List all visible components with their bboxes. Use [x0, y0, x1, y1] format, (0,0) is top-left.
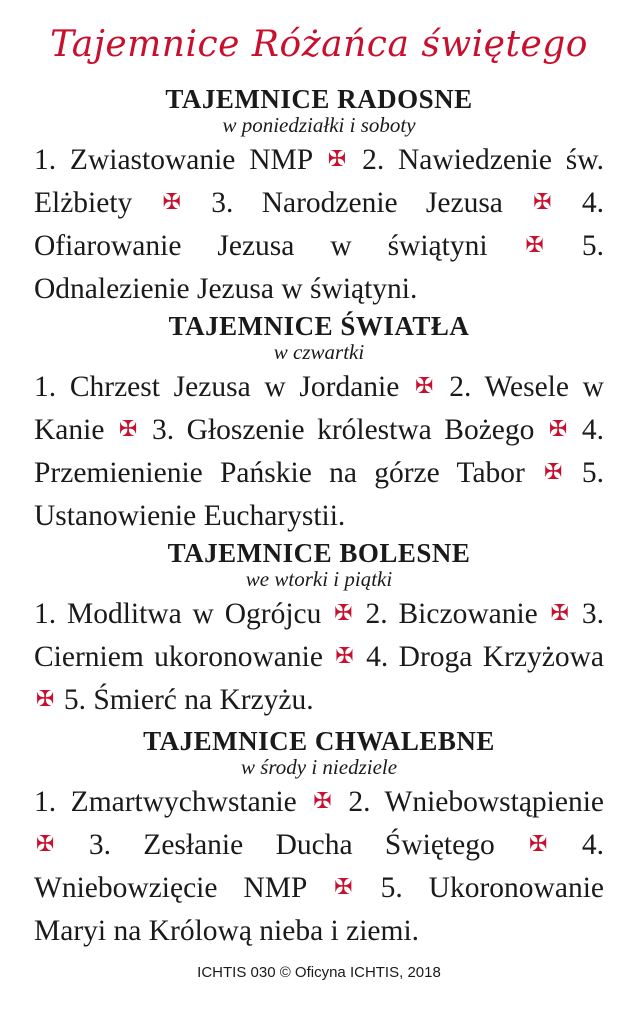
section-days: we wtorki i piątki — [245, 567, 393, 591]
cross-separator-icon: ✠ — [544, 460, 563, 485]
mysteries-list — [34, 140, 604, 310]
cross-separator-icon: ✠ — [334, 875, 353, 900]
section-days: w środy i niedziele — [240, 755, 398, 779]
section-sorrowful — [34, 538, 604, 723]
mystery-item: 1. Modlitwa w Ogrójcu — [34, 598, 322, 630]
mystery-item: 5. Odnalezienie Jezusa w świątyni. — [34, 230, 604, 305]
section-heading: TAJEMNICE CHWALEBNE — [143, 726, 495, 756]
mystery-item: 5. Ukoronowanie Maryi na Królową nieba i ziemi. — [34, 872, 604, 947]
cross-separator-icon: ✠ — [335, 644, 354, 669]
section-heading: TAJEMNICE BOLESNE — [167, 538, 471, 568]
mysteries-list — [34, 782, 604, 952]
section-joyful — [34, 84, 604, 310]
section-heading: TAJEMNICE RADOSNE — [165, 84, 473, 114]
cross-separator-icon: ✠ — [550, 601, 570, 626]
footer-copyright: ICHTIS 030 © Oficyna ICHTIS, 2018 — [197, 964, 441, 981]
cross-separator-icon: ✠ — [327, 147, 347, 172]
cross-separator-icon: ✠ — [548, 417, 568, 442]
cross-separator-icon: ✠ — [529, 832, 548, 857]
cross-separator-icon: ✠ — [334, 601, 353, 626]
cross-separator-icon: ✠ — [313, 789, 332, 814]
section-days: w czwartki — [273, 340, 365, 364]
mystery-item: 4. Wniebowzięcie NMP — [34, 829, 605, 904]
mystery-item: 4. Droga Krzyżowa — [366, 641, 604, 673]
mystery-item: 4. Przemienienie Pańskie na górze Tabor — [34, 414, 605, 489]
cross-separator-icon: ✠ — [36, 832, 55, 857]
mystery-item: 5. Ustanowienie Eucharystii. — [34, 457, 605, 532]
mystery-item: 3. Narodzenie Jezusa — [211, 187, 503, 219]
mystery-item: 3. Cierniem ukoronowanie — [34, 598, 605, 673]
mystery-item: 5. Śmierć na Krzyżu. — [63, 684, 314, 716]
mystery-item: 4. Ofiarowanie Jezusa w świątyni — [34, 187, 605, 262]
section-luminous — [34, 311, 604, 537]
mystery-item: 2. Nawiedzenie św. Elżbiety — [34, 144, 605, 219]
mystery-item: 1. Zmartwychwstanie — [34, 786, 297, 818]
section-heading: TAJEMNICE ŚWIATŁA — [168, 311, 470, 341]
cross-separator-icon: ✠ — [36, 687, 55, 712]
mysteries-list — [34, 594, 604, 723]
mystery-item: 2. Wesele w Kanie — [34, 371, 604, 446]
mystery-item: 2. Wniebowstąpienie — [348, 786, 605, 818]
mystery-item: 1. Chrzest Jezusa w Jordanie — [34, 371, 400, 403]
cross-separator-icon: ✠ — [118, 417, 138, 442]
mystery-item: 2. Biczowanie — [365, 598, 538, 630]
cross-separator-icon: ✠ — [415, 374, 434, 399]
cross-separator-icon: ✠ — [533, 190, 552, 215]
cross-separator-icon: ✠ — [162, 190, 182, 215]
page-title: Tajemnice Różańca świętego — [50, 24, 588, 65]
cross-separator-icon: ✠ — [525, 233, 544, 258]
section-days: w poniedziałki i soboty — [222, 113, 416, 137]
mystery-item: 1. Zwiastowanie NMP — [34, 144, 313, 176]
mystery-item: 3. Zesłanie Ducha Świętego — [88, 829, 495, 861]
section-glorious — [34, 726, 604, 952]
mystery-item: 3. Głoszenie królestwa Bożego — [151, 414, 535, 446]
mysteries-list — [34, 367, 604, 537]
